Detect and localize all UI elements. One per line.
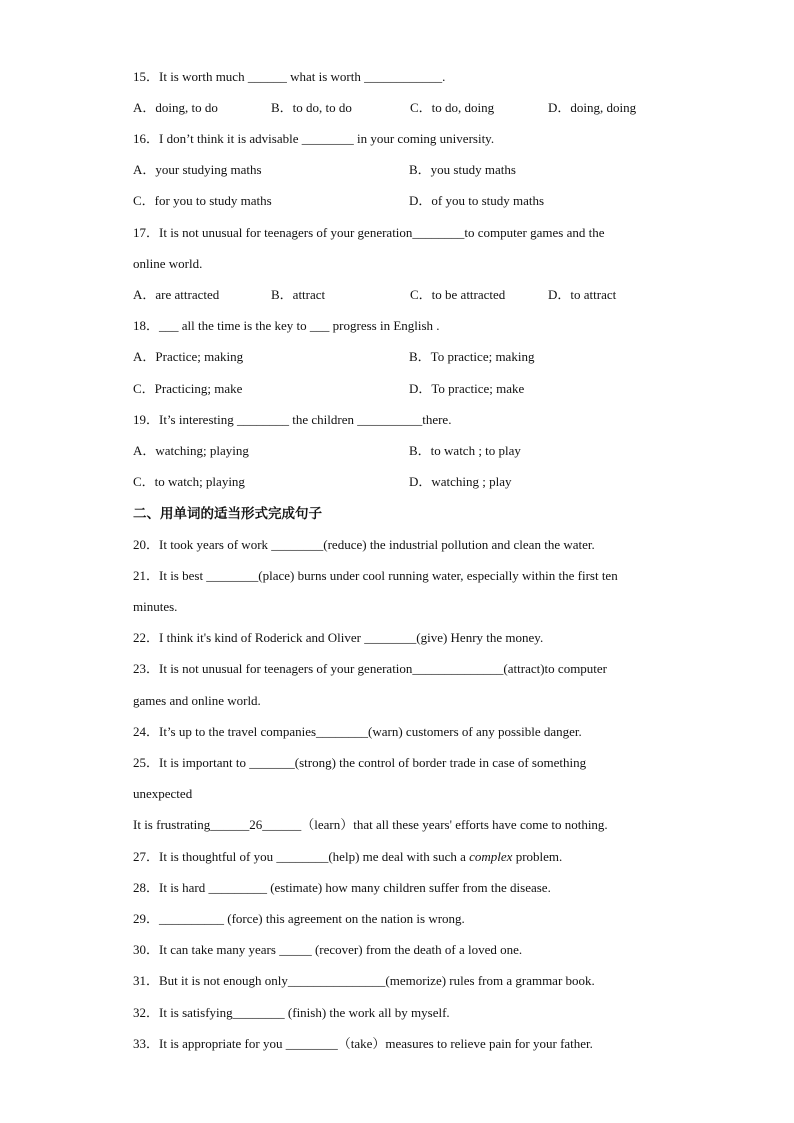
q19-option-c: C．to watch; playing xyxy=(133,474,245,489)
q15-option-b: B．to do, to do xyxy=(271,100,352,115)
question-33: 33．It is appropriate for you ________（take）measures to relieve pain for your father. xyxy=(133,1036,593,1051)
question-30: 30．It can take many years _____ (recover) from the death of a loved one. xyxy=(133,942,523,957)
question-27-text-before: 27．It is thoughtful of you ________(help) me deal with such a xyxy=(133,849,470,864)
question-27-italic-word: complex xyxy=(469,849,513,864)
q17-option-d: D．to attract xyxy=(548,287,617,302)
question-32: 32．It is satisfying________ (finish) the work all by myself. xyxy=(133,1005,450,1020)
q16-option-a: A．your studying maths xyxy=(133,162,262,177)
q16-option-b: B．you study maths xyxy=(409,162,516,177)
question-17-line-1: 17．It is not unusual for teenagers of your generation________to computer games and the xyxy=(133,225,605,240)
question-31: 31．But it is not enough only_______________(memorize) rules from a grammar book. xyxy=(133,973,595,988)
question-28: 28．It is hard _________ (estimate) how many children suffer from the disease. xyxy=(133,880,551,895)
question-19: 19．It’s interesting ________ the children __________there. xyxy=(133,412,452,427)
question-27-text-after: problem. xyxy=(512,849,563,864)
question-22: 22．I think it's kind of Roderick and Oliver ________(give) Henry the money. xyxy=(133,630,544,645)
question-15: 15．It is worth much ______ what is worth ____________. xyxy=(133,69,446,84)
question-20: 20．It took years of work ________(reduce) the industrial pollution and clean the water. xyxy=(133,537,595,552)
q17-option-b: B．attract xyxy=(271,287,326,302)
question-27 xyxy=(133,849,562,865)
q19-option-b: B．to watch ; to play xyxy=(409,443,521,458)
question-25-line-1: 25．It is important to _______(strong) the control of border trade in case of something xyxy=(133,755,587,770)
q16-option-d: D．of you to study maths xyxy=(409,193,545,208)
section-2-title: 二、用单词的适当形式完成句子 xyxy=(133,506,322,522)
q15-option-d: D．doing, doing xyxy=(548,100,637,115)
question-25-line-2: unexpected xyxy=(133,786,193,801)
question-29: 29．__________ (force) this agreement on the nation is wrong. xyxy=(133,911,465,926)
q18-option-c: C．Practicing; make xyxy=(133,381,243,396)
question-17-line-2: online world. xyxy=(133,256,203,271)
q17-option-c: C．to be attracted xyxy=(410,287,506,302)
q17-option-a: A．are attracted xyxy=(133,287,220,302)
q15-option-c: C．to do, doing xyxy=(410,100,495,115)
question-21-line-2: minutes. xyxy=(133,599,178,614)
q18-option-a: A．Practice; making xyxy=(133,349,244,364)
q15-option-a: A．doing, to do xyxy=(133,100,218,115)
question-24: 24．It’s up to the travel companies________(warn) customers of any possible danger. xyxy=(133,724,582,739)
q19-option-a: A．watching; playing xyxy=(133,443,249,458)
question-26: It is frustrating______26______（learn）that all these years' efforts have come to nothing. xyxy=(133,817,608,832)
q16-option-c: C．for you to study maths xyxy=(133,193,272,208)
q18-option-b: B．To practice; making xyxy=(409,349,535,364)
question-16: 16．I don’t think it is advisable ________ in your coming university. xyxy=(133,131,495,146)
q18-option-d: D．To practice; make xyxy=(409,381,525,396)
question-21-line-1: 21．It is best ________(place) burns under cool running water, especially within the first ten xyxy=(133,568,618,583)
question-23-line-2: games and online world. xyxy=(133,693,261,708)
q19-option-d: D．watching ; play xyxy=(409,474,512,489)
question-18: 18．___ all the time is the key to ___ progress in English . xyxy=(133,318,440,333)
question-23-line-1: 23．It is not unusual for teenagers of your generation______________(attract)to computer xyxy=(133,661,608,676)
